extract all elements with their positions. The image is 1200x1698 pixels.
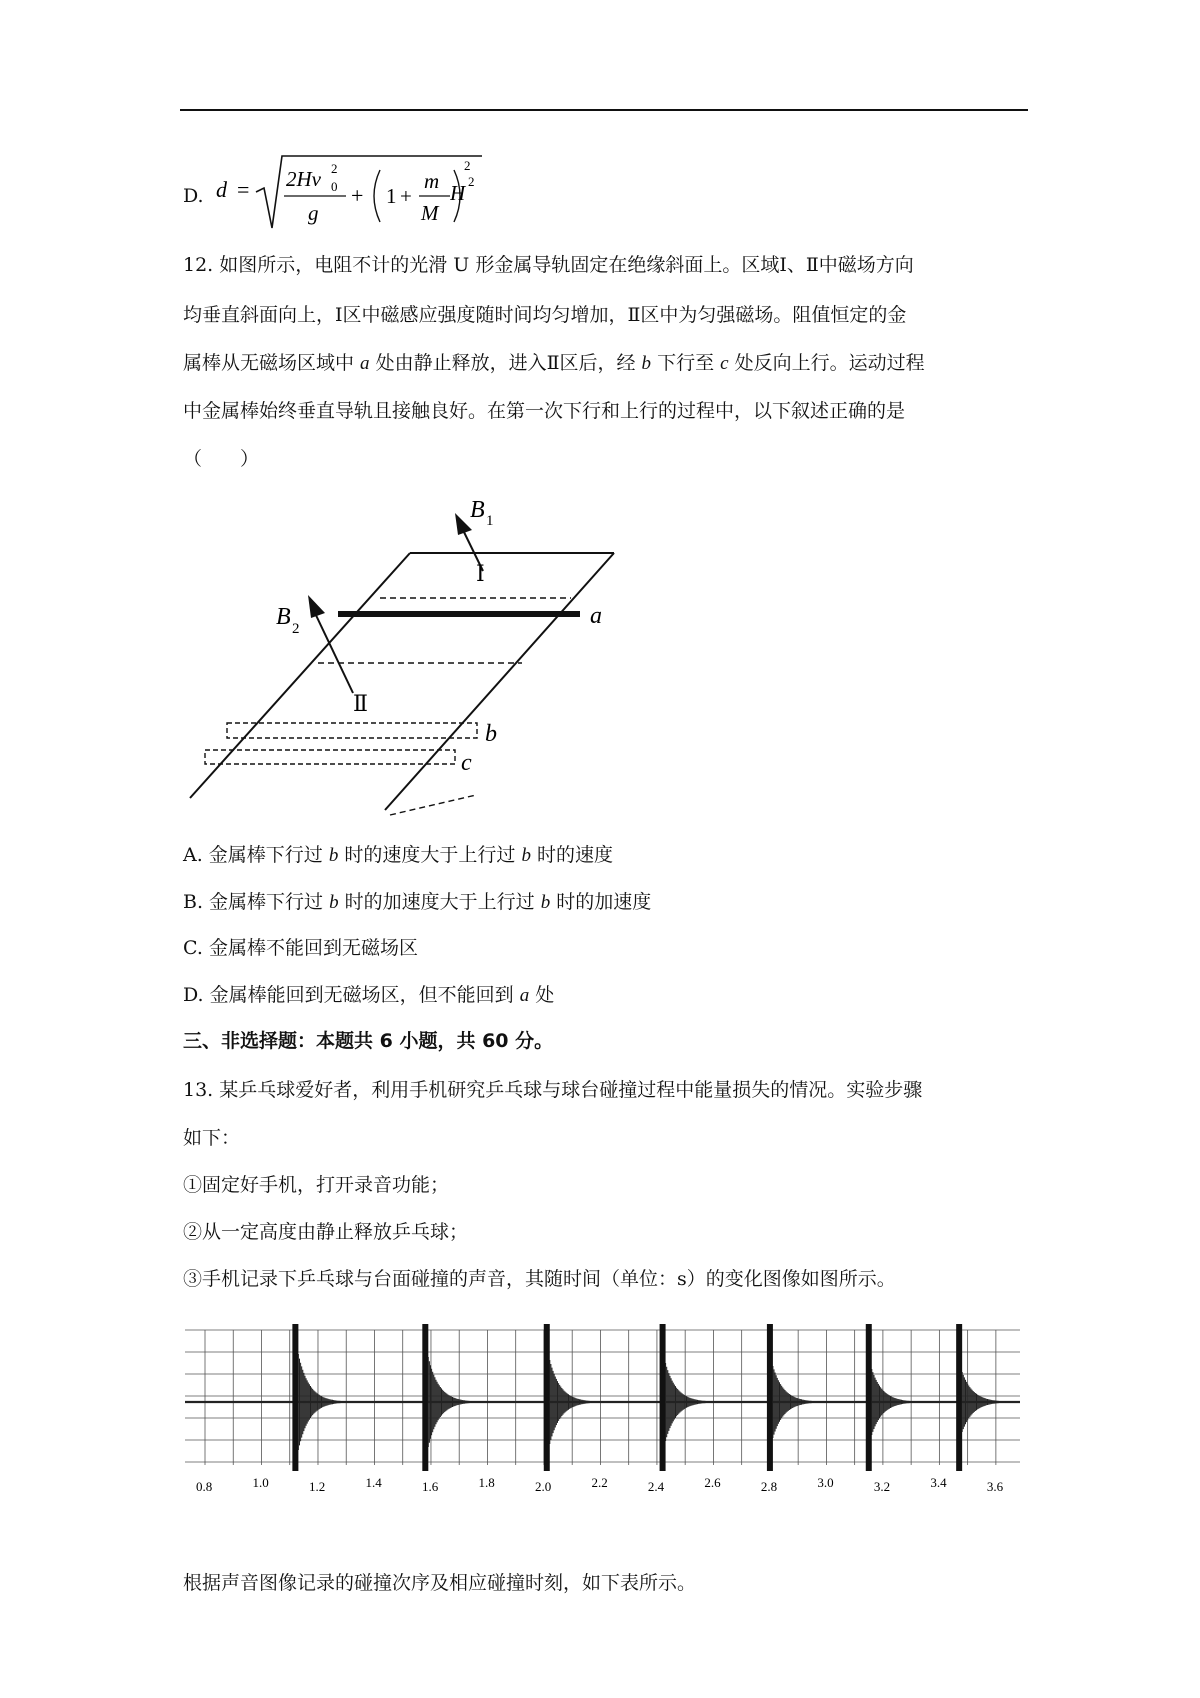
svg-text:m: m — [424, 169, 440, 193]
section-heading: 三、非选择题：本题共 6 小题，共 60 分。 — [183, 1030, 554, 1052]
svg-text:H: H — [450, 181, 466, 205]
collision-spike — [422, 1324, 471, 1471]
tick-label: 0.8 — [196, 1479, 213, 1494]
sound-chart — [180, 1300, 1025, 1520]
q13-step-1: ①固定好手机，打开录音功能； — [183, 1174, 450, 1196]
tick-label: 3.6 — [986, 1479, 1004, 1494]
q12-line-1: 12. 如图所示，电阻不计的光滑 U 形金属导轨固定在绝缘斜面上。区域Ⅰ、Ⅱ中磁场方向 — [183, 254, 914, 276]
q13-step-2: ②从一定高度由静止释放乒乓球； — [183, 1221, 469, 1243]
option-b: B. 金属棒下行过 b 时的加速度大于上行过 b 时的加速度 — [183, 891, 652, 913]
q12-line-4: 中金属棒始终垂直导轨且接触良好。在第一次下行和上行的过程中，以下叙述正确的是 — [183, 400, 906, 422]
svg-text:+: + — [351, 183, 364, 208]
q11-formula-H — [450, 170, 490, 210]
svg-text:2: 2 — [292, 621, 300, 637]
label-B2: B — [276, 604, 291, 630]
q12-line-5: （ ） — [183, 448, 260, 470]
collision-spike — [292, 1324, 341, 1471]
tick-label: 2.8 — [760, 1479, 778, 1494]
q12-line-3: 属棒从无磁场区域中 a 处由静止释放，进入Ⅱ区后，经 b 下行至 c 处反向上行。运动过程 — [183, 352, 925, 374]
svg-text:d: d — [216, 177, 227, 202]
tick-label: 3.2 — [873, 1479, 891, 1494]
region-I: Ⅰ — [476, 561, 485, 586]
option-a: A. 金属棒下行过 b 时的速度大于上行过 b 时的速度 — [183, 844, 613, 866]
rail-diagram — [180, 485, 640, 825]
label-B1: B — [470, 497, 485, 523]
label-c: c — [461, 750, 472, 776]
collision-spike — [544, 1324, 593, 1471]
collision-spike — [866, 1324, 915, 1471]
tick-label: 1.6 — [421, 1479, 439, 1494]
tick-label: 2.2 — [591, 1475, 608, 1490]
svg-text:1: 1 — [486, 513, 494, 529]
tick-label: 1.2 — [308, 1479, 326, 1494]
collision-spike — [660, 1324, 709, 1471]
tick-label: 2.0 — [534, 1479, 552, 1494]
tick-label: 3.4 — [930, 1475, 947, 1490]
svg-text:2: 2 — [331, 161, 338, 176]
svg-text:2: 2 — [468, 174, 475, 189]
q13-line-1: 13. 某乒乓球爱好者，利用手机研究乒乓球与球台碰撞过程中能量损失的情况。实验步骤 — [183, 1079, 923, 1101]
q11-option-d-label: D. — [183, 185, 204, 207]
tick-label: 1.0 — [252, 1475, 269, 1490]
tick-label: 1.4 — [365, 1475, 382, 1490]
region-II: Ⅱ — [353, 691, 368, 716]
q13-line-2: 如下： — [183, 1127, 241, 1149]
q12-line-2: 均垂直斜面向上，Ⅰ区中磁感应强度随时间均匀增加，Ⅱ区中为匀强磁场。阻值恒定的金 — [183, 304, 907, 326]
svg-text:g: g — [308, 201, 319, 225]
svg-text:+: + — [400, 184, 412, 208]
collision-spike — [956, 1324, 1005, 1471]
svg-text:1: 1 — [386, 184, 397, 208]
svg-text:2: 2 — [464, 158, 471, 173]
q13-step-3: ③手机记录下乒乓球与台面碰撞的声音，其随时间（单位：s）的变化图像如图所示。 — [183, 1268, 896, 1290]
tick-label: 2.6 — [704, 1475, 721, 1490]
option-c: C. 金属棒不能回到无磁场区 — [183, 937, 418, 959]
option-d: D. 金属棒能回到无磁场区，但不能回到 a 处 — [183, 984, 555, 1006]
q13-after-text: 根据声音图像记录的碰撞次序及相应碰撞时刻，如下表所示。 — [183, 1572, 697, 1594]
tick-label: 3.0 — [817, 1475, 834, 1490]
header-rule — [180, 109, 1028, 111]
label-b: b — [485, 721, 497, 747]
svg-text:=: = — [237, 177, 250, 202]
svg-text:M: M — [421, 201, 439, 225]
svg-text:2Hv: 2Hv — [286, 167, 321, 191]
tick-label: 1.8 — [478, 1475, 495, 1490]
label-a: a — [590, 603, 602, 629]
tick-label: 2.4 — [647, 1479, 665, 1494]
svg-text:0: 0 — [331, 179, 338, 194]
collision-spike — [767, 1324, 816, 1471]
